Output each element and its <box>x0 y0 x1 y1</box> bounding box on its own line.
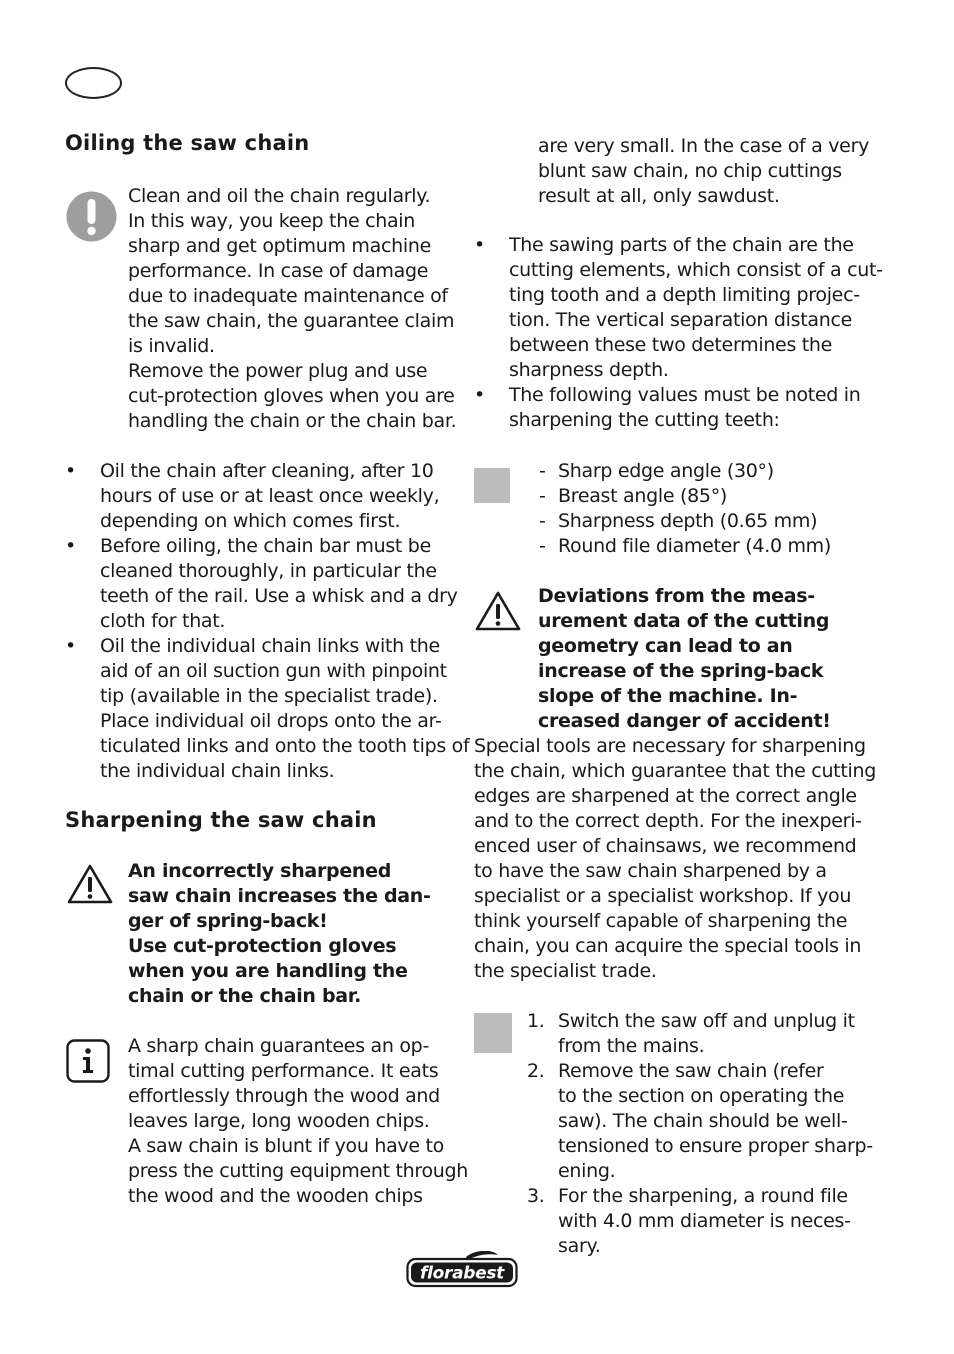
bullet-item <box>474 383 874 433</box>
special-tools-paragraph <box>474 734 876 984</box>
text-line: think yourself capable of sharpening the <box>474 910 848 932</box>
text-line: Place individual oil drops onto the ar- <box>100 710 442 732</box>
language-indicator <box>65 67 122 99</box>
bullet-item <box>65 459 445 534</box>
text-line: • The sawing parts of the chain are the <box>509 234 854 256</box>
text-line: to the section on operating the <box>558 1085 845 1107</box>
text-line: the specialist trade. <box>474 960 657 982</box>
text-line: • The following values must be noted in <box>509 384 861 406</box>
text-line: saw chain increases the dan- <box>128 885 431 907</box>
text-line: sary. <box>558 1235 601 1257</box>
text-line: cloth for that. <box>100 610 226 632</box>
text-line: ting tooth and a depth limiting projec- <box>509 284 860 306</box>
value-item: - Sharp edge angle (30°) <box>538 459 831 484</box>
text-line: edges are sharpened at the correct angle <box>474 785 857 807</box>
text-line: chain or the chain bar. <box>128 985 362 1007</box>
step-number: 2. <box>527 1060 545 1082</box>
text-line: Remove the power plug and use <box>128 360 428 382</box>
text-line: chain, you can acquire the special tools in <box>474 935 862 957</box>
gray-marker-box <box>474 468 510 503</box>
text-line: Special tools are necessary for sharpening <box>474 735 866 757</box>
text-line: Switch the saw off and unplug it <box>558 1010 855 1032</box>
info-icon <box>66 1039 110 1083</box>
info-continued <box>538 134 869 209</box>
text-line: • Oil the individual chain links with the <box>100 635 440 657</box>
text-line: performance. In case of damage <box>128 260 429 282</box>
text-line: hours of use or at least once weekly, <box>100 485 440 507</box>
text-line: ticulated links and onto the tooth tips of <box>100 735 470 757</box>
text-line: the wood and the wooden chips <box>128 1185 423 1207</box>
text-line: press the cutting equipment through <box>128 1160 469 1182</box>
text-line: teeth of the rail. Use a whisk and a dry <box>100 585 458 607</box>
text-line: ger of spring-back! <box>128 910 328 932</box>
text-line: the individual chain links. <box>100 760 335 782</box>
text-line: the chain, which guarantee that the cutting <box>474 760 876 782</box>
text-line: blunt saw chain, no chip cuttings <box>538 160 842 182</box>
florabest-logo <box>406 1251 518 1288</box>
text-line: depending on which comes first. <box>100 510 401 532</box>
value-item: - Sharpness depth (0.65 mm) <box>538 509 831 534</box>
text-line: urement data of the cutting <box>538 610 830 632</box>
text-line: geometry can lead to an <box>538 635 793 657</box>
warning-triangle-icon <box>66 863 114 905</box>
text-line: tensioned to ensure proper sharp- <box>558 1135 873 1157</box>
text-line: cut-protection gloves when you are <box>128 385 455 407</box>
step-item <box>527 1009 867 1059</box>
step-item <box>527 1059 873 1184</box>
step-number: 1. <box>527 1010 545 1032</box>
text-line: An incorrectly sharpened <box>128 860 392 882</box>
text-line: from the mains. <box>558 1035 705 1057</box>
text-line: For the sharpening, a round file <box>558 1185 848 1207</box>
note-oiling <box>128 184 456 434</box>
values-list <box>538 459 831 559</box>
text-line: is invalid. <box>128 335 215 357</box>
text-line: between these two determines the <box>509 334 833 356</box>
text-line: Remove the saw chain (refer <box>558 1060 824 1082</box>
text-line: when you are handling the <box>128 960 408 982</box>
heading-oiling: Oiling the saw chain <box>65 131 310 155</box>
text-line: cleaned thoroughly, in particular the <box>100 560 437 582</box>
text-line: Deviations from the meas- <box>538 585 815 607</box>
gray-marker-box <box>474 1013 512 1053</box>
text-line: due to inadequate maintenance of <box>128 285 448 307</box>
text-line: and to the correct depth. For the inexperi- <box>474 810 862 832</box>
text-line: ening. <box>558 1160 616 1182</box>
text-line: A sharp chain guarantees an op- <box>128 1035 429 1057</box>
warning-deviations <box>538 584 831 734</box>
text-line: sharpness depth. <box>509 359 669 381</box>
text-line: Clean and oil the chain regularly. <box>128 185 431 207</box>
bullet-item <box>65 534 458 634</box>
warning-sharpening <box>128 859 431 1009</box>
text-line: the saw chain, the guarantee claim <box>128 310 455 332</box>
text-line: sharp and get optimum machine <box>128 235 431 257</box>
text-line: are very small. In the case of a very <box>538 135 870 157</box>
value-item: - Breast angle (85°) <box>538 484 831 509</box>
bullet-item <box>65 634 470 784</box>
step-item <box>527 1184 867 1259</box>
text-line: enced user of chainsaws, we recommend <box>474 835 857 857</box>
text-line: sharpening the cutting teeth: <box>509 409 780 431</box>
sawing-bullet-list <box>474 233 883 433</box>
text-line: with 4.0 mm diameter is neces- <box>558 1210 851 1232</box>
text-line: • Oil the chain after cleaning, after 10 <box>100 460 434 482</box>
text-line: tip (available in the specialist trade). <box>100 685 438 707</box>
steps-list <box>527 1009 873 1259</box>
bullet-item <box>474 233 883 383</box>
logo-text: florabest <box>419 1263 505 1284</box>
text-line: timal cutting performance. It eats <box>128 1060 439 1082</box>
text-line: tion. The vertical separation distance <box>509 309 853 331</box>
text-line: • Before oiling, the chain bar must be <box>100 535 431 557</box>
exclamation-icon <box>66 191 117 242</box>
text-line: In this way, you keep the chain <box>128 210 416 232</box>
text-line: result at all, only sawdust. <box>538 185 780 207</box>
value-item: - Round file diameter (4.0 mm) <box>538 534 831 559</box>
heading-sharpening: Sharpening the saw chain <box>65 808 377 832</box>
text-line: handling the chain or the chain bar. <box>128 410 457 432</box>
info-sharp-chain <box>128 1034 468 1209</box>
text-line: specialist or a specialist workshop. If you <box>474 885 852 907</box>
text-line: to have the saw chain sharpened by a <box>474 860 827 882</box>
text-line: Use cut-protection gloves <box>128 935 397 957</box>
text-line: A saw chain is blunt if you have to <box>128 1135 444 1157</box>
text-line: cutting elements, which consist of a cut- <box>509 259 883 281</box>
text-line: slope of the machine. In- <box>538 685 798 707</box>
text-line: aid of an oil suction gun with pinpoint <box>100 660 447 682</box>
text-line: leaves large, long wooden chips. <box>128 1110 430 1132</box>
text-line: increase of the spring-back <box>538 660 824 682</box>
warning-triangle-icon <box>474 590 522 632</box>
step-number: 3. <box>527 1185 545 1207</box>
text-line: saw). The chain should be well- <box>558 1110 848 1132</box>
text-line: effortlessly through the wood and <box>128 1085 440 1107</box>
oiling-bullet-list <box>65 459 470 784</box>
text-line: creased danger of accident! <box>538 710 831 732</box>
